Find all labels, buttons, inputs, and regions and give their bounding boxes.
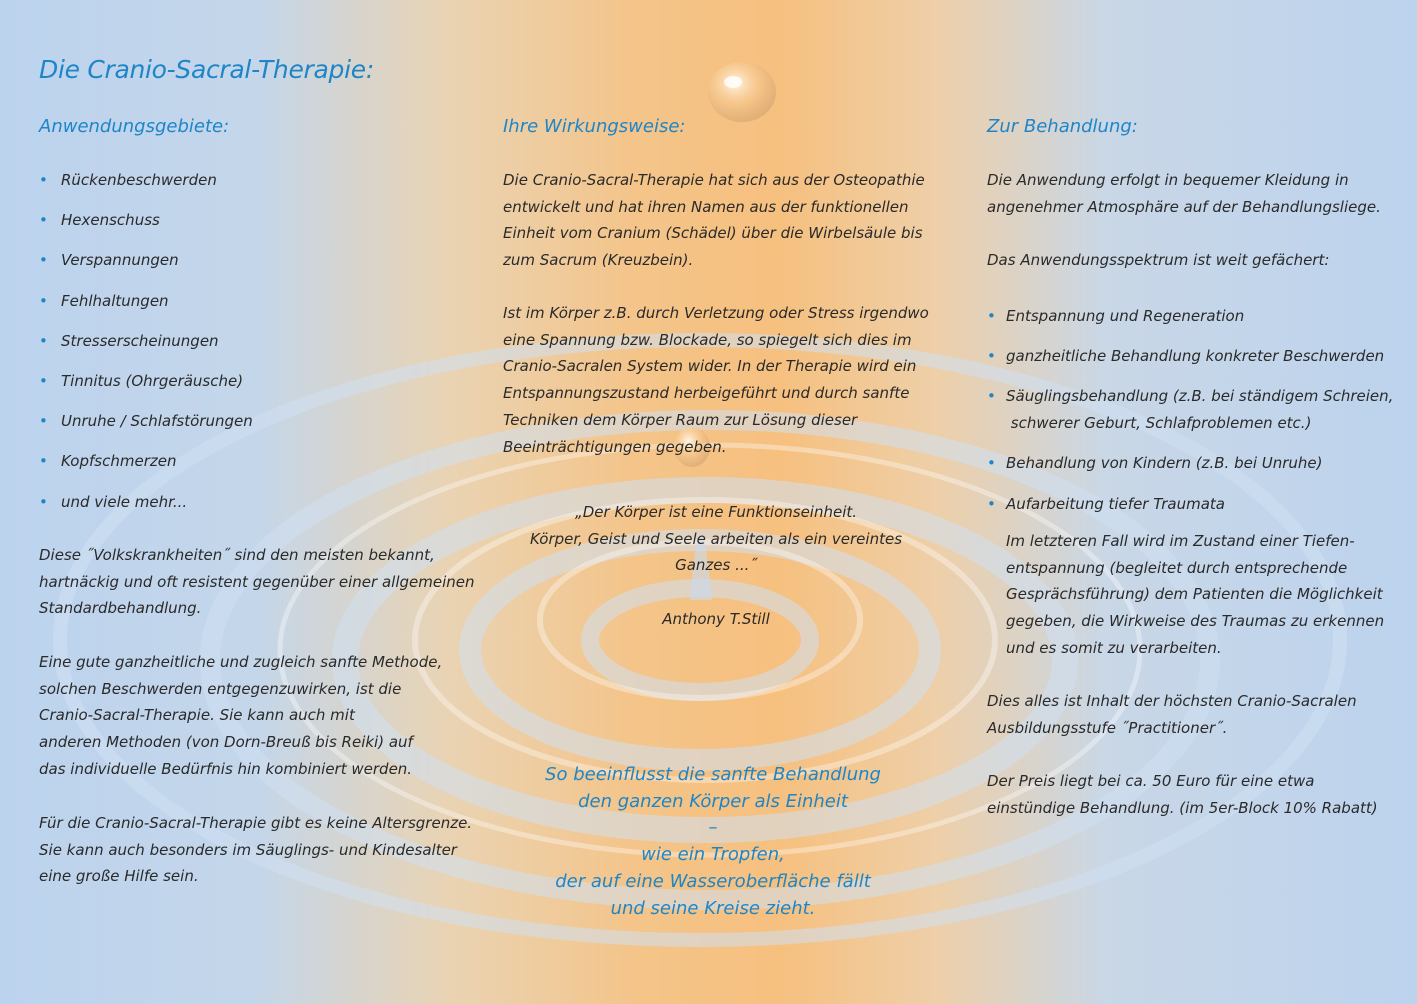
anwendungsspektrum-list	[987, 303, 1393, 531]
list-item	[39, 451, 253, 491]
list-item	[987, 303, 1393, 330]
list-item-label: und viele mehr...	[61, 492, 188, 511]
list-item	[39, 492, 253, 532]
col2-paragraph-2: Ist im Körper z.B. durch Verletzung oder Stress irgendwo eine Spannung bzw. Blockade, so spiegelt sich dies im Cranio-Sacralen System wider. In der Therapie wird ein Entspannungszustand herbeigeführt und durch sanfte Techniken dem Körper Raum zur Lösung dieser Beeinträchtigungen gegeben.	[503, 304, 929, 456]
list-item-label: Fehlhaltungen	[61, 291, 169, 310]
anwendungsgebiete-list	[39, 170, 253, 532]
heading-wirkungsweise: Ihre Wirkungsweise:	[503, 116, 686, 137]
slogan: So beeinflusst die sanfte Behandlung den ganzen Körper als Einheit – wie ein Tropfen, der auf eine Wasseroberfläche fällt und seine Kreise zieht.	[545, 764, 881, 919]
bullet-icon: •	[39, 371, 48, 390]
list-item	[987, 491, 1393, 518]
bullet-icon: •	[39, 412, 48, 431]
col3-paragraph-1: Die Anwendung erfolgt in bequemer Kleidung in angenehmer Atmosphäre auf der Behandlungsliege.	[987, 171, 1381, 216]
bullet-icon: •	[39, 492, 48, 511]
list-item	[39, 210, 253, 250]
list-item-label: Hexenschuss	[61, 211, 160, 230]
list-item-label: Entspannung und Regeneration	[1006, 307, 1245, 325]
col1-paragraph-2: Eine gute ganzheitliche und zugleich sanfte Methode, solchen Beschwerden entgegenzuwirken, ist die Cranio-Sacral-Therapie. Sie kann auch mit anderen Methoden (von Dorn-Breuß bis Reiki) auf das individuelle Bedürfnis hin kombiniert werden.	[39, 653, 443, 778]
bullet-icon: •	[39, 251, 48, 270]
col3-paragraph-3: Dies alles ist Inhalt der höchsten Cranio-Sacralen Ausbildungsstufe ˝Practitioner˝.	[987, 692, 1357, 737]
list-item-label: Behandlung von Kindern (z.B. bei Unruhe)	[1006, 454, 1323, 473]
bullet-icon: •	[39, 452, 48, 471]
list-item-label: schwerer Geburt, Schlafproblemen etc.)	[1006, 414, 1312, 433]
list-item	[39, 250, 253, 290]
list-item-label: Rückenbeschwerden	[61, 171, 217, 189]
page-title: Die Cranio-Sacral-Therapie:	[39, 55, 374, 84]
heading-anwendungsgebiete: Anwendungsgebiete:	[39, 116, 230, 137]
bullet-icon: •	[39, 331, 48, 350]
bullet-icon: •	[987, 494, 996, 513]
bullet-icon: •	[987, 347, 996, 366]
bullet-icon: •	[987, 387, 996, 406]
list-item-label: Verspannungen	[61, 251, 179, 270]
list-item	[987, 343, 1393, 370]
list-item	[987, 450, 1393, 477]
quote: „Der Körper ist eine Funktionseinheit. Körper, Geist und Seele arbeiten als ein vereintes Ganzes ...˝	[529, 503, 903, 575]
list-item-label: Aufarbeitung tiefer Traumata	[1006, 494, 1225, 513]
heading-behandlung: Zur Behandlung:	[987, 116, 1138, 137]
bullet-icon: •	[987, 307, 996, 325]
bullet-icon: •	[39, 211, 48, 230]
bullet-icon: •	[987, 454, 996, 473]
list-item-label: Unruhe / Schlafstörungen	[61, 412, 253, 431]
quote-author: Anthony T.Still	[662, 610, 770, 628]
list-item	[39, 331, 253, 371]
list-item-label: Kopfschmerzen	[61, 452, 177, 471]
list-item-label: Stresserscheinungen	[61, 331, 219, 350]
list-item	[39, 371, 253, 411]
list-item	[39, 291, 253, 331]
col3-trauma-text: Im letzteren Fall wird im Zustand einer Tiefen- entspannung (begleitet durch entsprechende Gesprächsführung) dem Patienten die Möglichkeit gegeben, die Wirkweise des Traumas zu erkennen und es somit zu verarbeiten.	[1006, 532, 1385, 657]
list-item	[39, 411, 253, 451]
bullet-icon: •	[39, 171, 48, 189]
list-item-label: ganzheitliche Behandlung konkreter Beschwerden	[1006, 347, 1385, 366]
col1-paragraph-1: Diese ˝Volkskrankheiten˝ sind den meisten bekannt, hartnäckig und oft resistent gegenüber einer allgemeinen Standardbehandlung.	[39, 546, 475, 618]
col3-paragraph-2: Das Anwendungsspektrum ist weit gefächert:	[987, 251, 1330, 269]
list-item-label: Säuglingsbehandlung (z.B. bei ständigem Schreien,	[1006, 387, 1394, 406]
list-item-label: Tinnitus (Ohrgeräusche)	[61, 371, 244, 390]
list-item	[39, 170, 253, 210]
col3-paragraph-4: Der Preis liegt bei ca. 50 Euro für eine etwa einstündige Behandlung. (im 5er-Block 10% Rabatt)	[987, 772, 1378, 817]
col2-paragraph-1: Die Cranio-Sacral-Therapie hat sich aus der Osteopathie entwickelt und hat ihren Namen aus der funktionellen Einheit vom Cranium (Schädel) über die Wirbelsäule bis zum Sacrum (Kreuzbein).	[503, 171, 925, 270]
bullet-icon: •	[39, 291, 48, 310]
col1-paragraph-3: Für die Cranio-Sacral-Therapie gibt es keine Altersgrenze. Sie kann auch besonders im Säuglings- und Kindesalter eine große Hilfe sein.	[39, 814, 473, 886]
list-item	[987, 383, 1393, 436]
